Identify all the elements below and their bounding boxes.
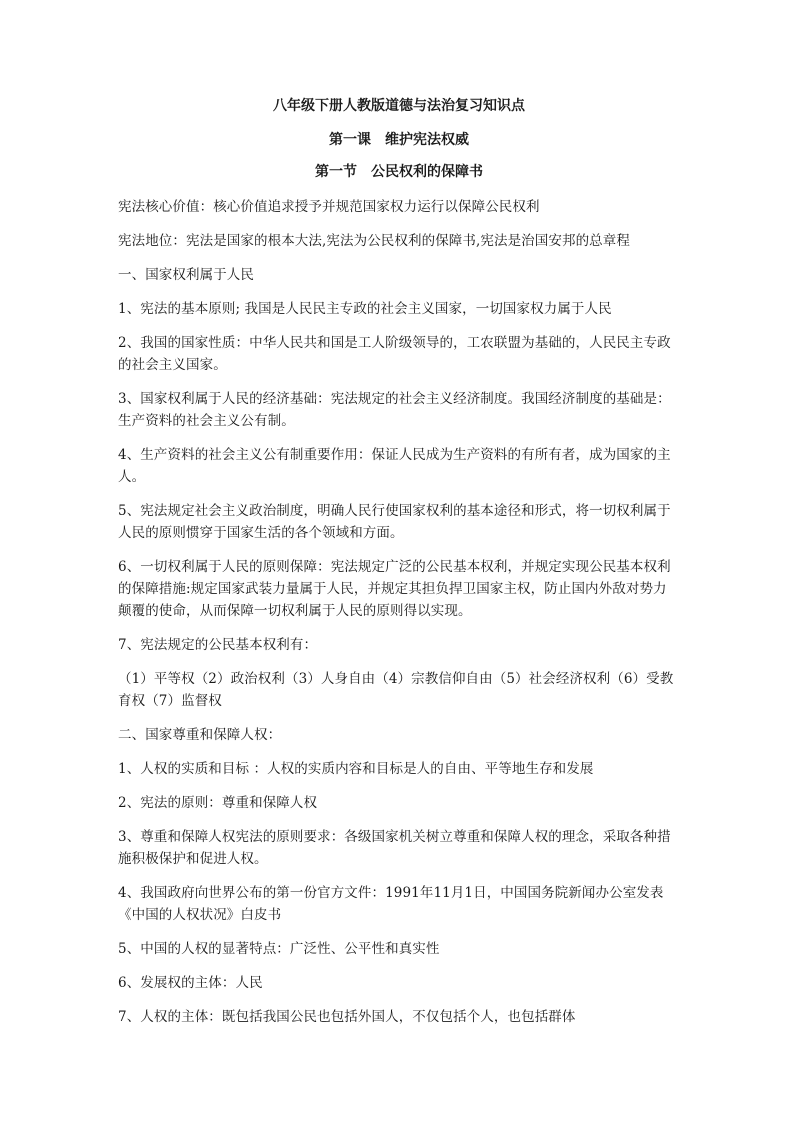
paragraph-item: 1、宪法的基本原则; 我国是人民民主专政的社会主义国家，一切国家权力属于人民 — [118, 301, 612, 317]
paragraph-item: 4、我国政府向世界公布的第一份官方文件：1991年11月1日，中国国务院新闻办公室发表《中国的人权状况》白皮书 — [118, 885, 664, 923]
paragraph-item: 7、宪法规定的公民基本权利有： — [118, 637, 318, 653]
paragraph-rights-list: （1）平等权（2）政治权利（3）人身自由（4）宗教信仰自由（5）社会经济权利（6）受教育权（7）监督权 — [118, 671, 674, 709]
paragraph-item: 6、发展权的主体：人民 — [118, 975, 263, 991]
heading-part-one: 一、国家权利属于人民 — [118, 267, 254, 283]
lesson-heading: 第一课 维护宪法权威 — [329, 132, 469, 148]
document-page — [118, 96, 680, 1040]
paragraph-item: 4、生产资料的社会主义公有制重要作用：保证人民成为生产资料的有所有者，成为国家的主人。 — [118, 447, 671, 485]
paragraph-item: 2、我国的国家性质：中华人民共和国是工人阶级领导的，工农联盟为基础的，人民民主专政的社会主义国家。 — [118, 335, 671, 373]
paragraph-constitution-status: 宪法地位：宪法是国家的根本大法,宪法为公民权利的保障书,宪法是治国安邦的总章程 — [118, 233, 630, 249]
section-heading: 第一节 公民权利的保障书 — [315, 164, 483, 180]
paragraph-core-value: 宪法核心价值：核心价值追求授予并规范国家权力运行以保障公民权利 — [118, 199, 540, 215]
paragraph-item: 7、人权的主体：既包括我国公民也包括外国人，不仅包括个人，也包括群体 — [118, 1009, 576, 1025]
paragraph-item: 2、宪法的原则：尊重和保障人权 — [118, 795, 318, 811]
paragraph-item: 5、宪法规定社会主义政治制度，明确人民行使国家权利的基本途径和形式，将一切权利属于人民的原则惯穿于国家生活的各个领域和方面。 — [118, 503, 671, 541]
paragraph-item: 5、中国的人权的显著特点：广泛性、公平性和真实性 — [118, 941, 440, 957]
heading-part-two: 二、国家尊重和保障人权： — [118, 727, 282, 743]
paragraph-item: 6、一切权利属于人民的原则保障：宪法规定广泛的公民基本权利，并规定实现公民基本权利的保障措施:规定国家武装力量属于人民，并规定其担负捍卫国家主权，防止国内外敌对势力颠覆的使命，从而保障一切权利属于人民的原则得以实现。 — [118, 559, 671, 619]
paragraph-item: 3、尊重和保障人权宪法的原则要求：各级国家机关树立尊重和保障人权的理念，采取各种措施积极保护和促进人权。 — [118, 829, 671, 867]
paragraph-item: 1、人权的实质和目标 ：人权的实质内容和目标是人的自由、平等地生存和发展 — [118, 761, 594, 777]
paragraph-item: 3、国家权利属于人民的经济基础：宪法规定的社会主义经济制度。我国经济制度的基础是：生产资料的社会主义公有制。 — [118, 391, 671, 429]
document-title: 八年级下册人教版道德与法治复习知识点 — [273, 98, 525, 114]
